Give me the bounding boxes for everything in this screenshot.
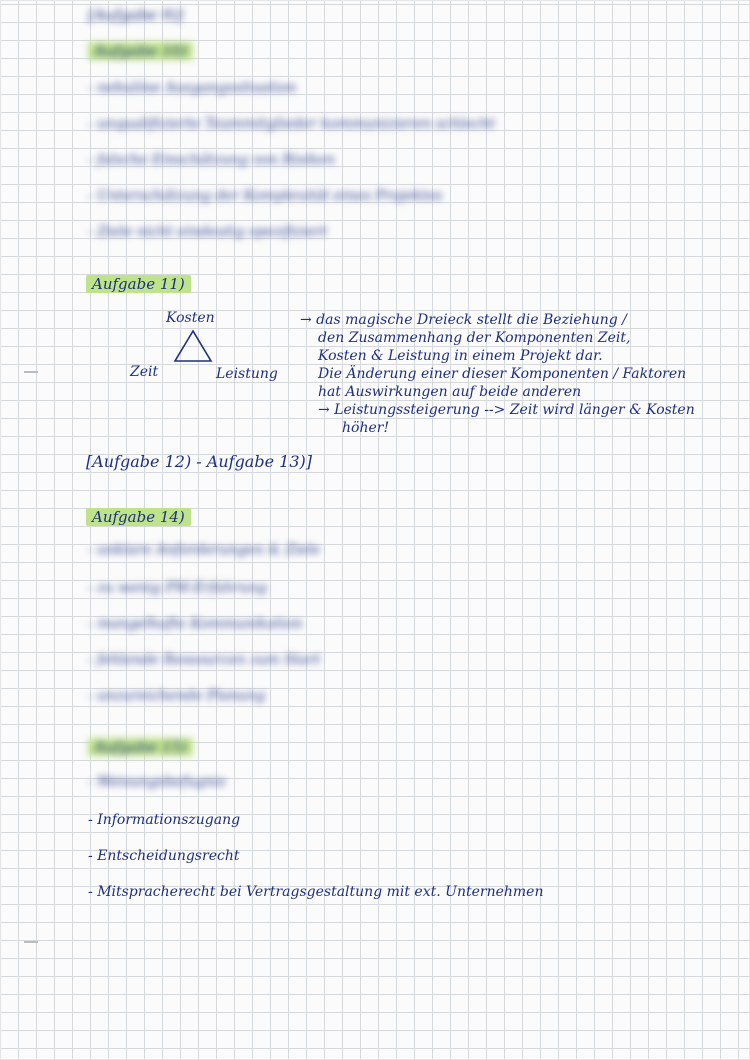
blurred-top-section [0, 0, 750, 260]
list-item: - nebulöse Ausgangssituation [88, 80, 297, 96]
blurred-middle-section [0, 530, 750, 800]
triangle-label-zeit: Zeit [130, 364, 159, 380]
list-item: - unqualifizierte Teammitglieder kommunizieren schlecht [88, 116, 496, 132]
bracket-aufgabe12-13: [Aufgabe 12) - Aufgabe 13)] [86, 452, 312, 471]
heading-aufgabe15: Aufgabe 15) [88, 738, 193, 756]
note-line: → das magische Dreieck stellt die Beziehung / [300, 312, 627, 328]
list-item: - Weisungsbefugnis [88, 774, 226, 790]
triangle-label-leistung: Leistung [216, 366, 278, 382]
list-item: - Mitspracherecht bei Vertragsgestaltung mit ext. Unternehmen [88, 884, 544, 900]
note-line: den Zusammenhang der Komponenten Zeit, [318, 330, 631, 346]
heading-aufgabe11: Aufgabe 11) [86, 275, 191, 293]
list-item: - mangelhafte Kommunikation [88, 616, 303, 632]
list-item: - unklare Anforderungen & Ziele [88, 542, 321, 558]
note-line: Die Änderung einer dieser Komponenten / Faktoren [318, 366, 687, 382]
note-line: → Leistungssteigerung --> Zeit wird länger & Kosten [318, 402, 695, 418]
list-item: - falsche Einschätzung von Risiken [88, 152, 335, 168]
bracket-title-aufgabe9: [Aufgabe 9)] [88, 6, 183, 24]
punch-mark-top [24, 371, 38, 373]
list-item: - fehlende Ressourcen zum Start [88, 652, 321, 668]
punch-mark-bottom [24, 941, 38, 943]
list-item: - unzureichende Planung [88, 688, 266, 704]
note-line: höher! [342, 420, 390, 436]
list-item: - zu wenig PM-Erfahrung [88, 580, 267, 596]
list-item: - Unterschätzung der Komplexität eines Projektes [88, 188, 443, 204]
list-item: - Ziele nicht eindeutig spezifiziert [88, 224, 327, 240]
list-item: - Entscheidungsrecht [88, 848, 240, 864]
note-line: Kosten & Leistung in einem Projekt dar. [318, 348, 603, 364]
note-line: hat Auswirkungen auf beide anderen [318, 384, 582, 400]
magic-triangle-diagram [172, 328, 214, 364]
list-item: - Informationszugang [88, 812, 241, 828]
triangle-shape [175, 331, 211, 361]
triangle-label-kosten: Kosten [166, 310, 215, 326]
heading-aufgabe10: Aufgabe 10) [88, 42, 193, 60]
heading-aufgabe14: Aufgabe 14) [86, 508, 191, 526]
